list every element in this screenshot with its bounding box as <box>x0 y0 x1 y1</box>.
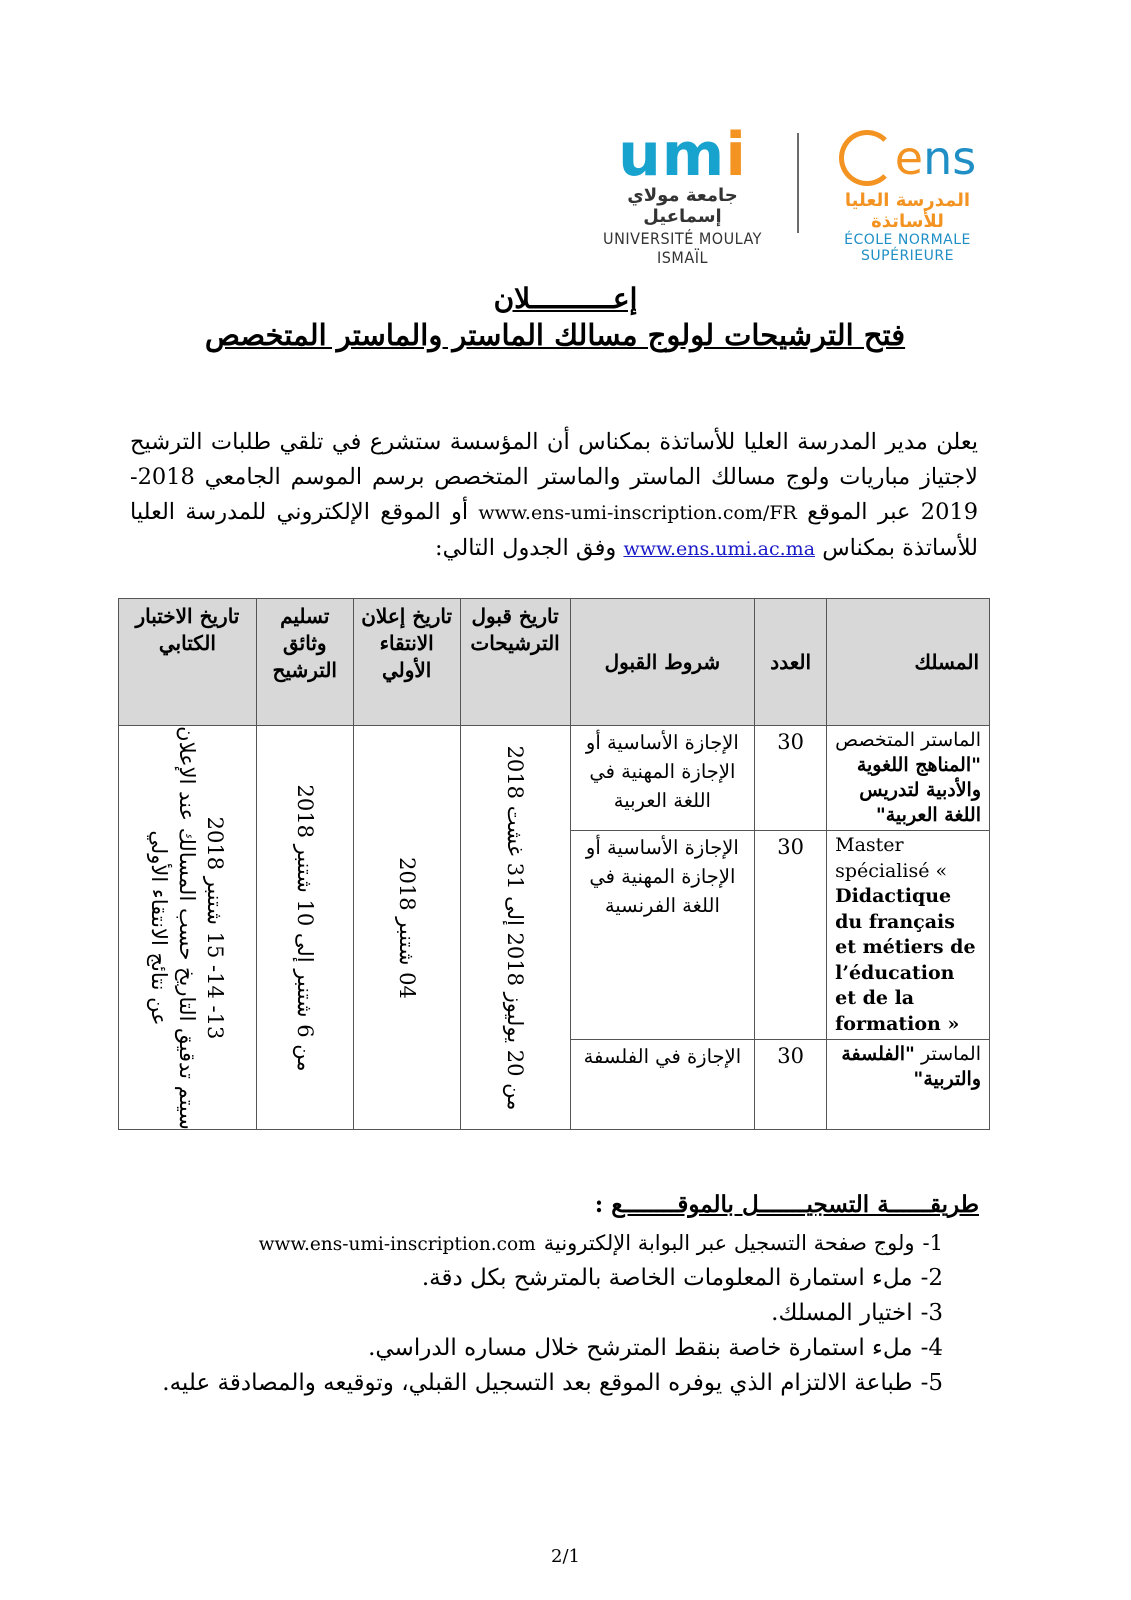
inscription-url: www.ens-umi-inscription.com/FR <box>478 502 797 524</box>
intro-text-2: أو الموقع الإلكتروني للمدرسة العليا للأساتذة بمكناس <box>130 499 978 561</box>
documents-cell <box>256 726 353 1130</box>
table-row <box>119 726 990 831</box>
umi-logo-mark: umi <box>618 120 747 190</box>
header-exam-date: تاريخ الاختبار الكتابي <box>119 599 257 726</box>
conditions-cell: الإجازة الأساسية أو الإجازة المهنية في اللغة العربية <box>570 726 755 831</box>
ens-logo-arabic: المدرسة العليا للأساتذة <box>844 189 971 232</box>
accept-period-cell <box>460 726 570 1130</box>
header-accept-date: تاريخ قبول الترشيحات <box>460 599 570 726</box>
exam-note-1: سيتم تدقيق التاريخ حسب المسالك عند الإعلان <box>175 725 200 1130</box>
header-track: المسلك <box>827 599 990 726</box>
page-number: 2/1 <box>551 1546 580 1567</box>
ens-logo-french: ÉCOLE NORMALE SUPÉRIEURE <box>844 231 971 264</box>
umi-logo-arabic: جامعة مولاي إسماعيل <box>627 185 738 227</box>
registration-title: طريقــــــة التسجيـــــــل بالموقــــــــع : <box>594 1191 979 1218</box>
exam-dates: 13- 14- 15 شتنبر 2018 <box>203 816 228 1039</box>
track-cell: Master spécialisé « Didactique du français et métiers de l’éducation et de la formation » <box>827 831 990 1040</box>
exam-text <box>145 726 229 1130</box>
table-header-row <box>119 599 990 726</box>
count-cell: 30 <box>755 1040 827 1130</box>
intro-paragraph <box>130 425 978 567</box>
exam-note-2: عن نتائج الانتقاء الأولي <box>147 829 172 1026</box>
announce-text: 04 شتنبر 2018 <box>394 856 419 999</box>
logo-divider <box>797 133 799 233</box>
ens-logo-mark: ens <box>810 128 1005 190</box>
list-item: -5طباعة الالتزام الذي يوفره الموقع بعد التسجيل القبلي، وتوقيعه والمصادقة عليه. <box>162 1370 943 1396</box>
header-documents: تسليم وثائق الترشيح <box>256 599 353 726</box>
list-item: -3اختيار المسلك. <box>771 1300 943 1326</box>
ens-logo <box>810 128 1005 264</box>
intro-text-1: يعلن مدير المدرسة العليا للأساتذة بمكناس أن المؤسسة ستشرع في تلقي طلبات الترشيح لاجتياز مباريات ولوج مسالك الماستر والماستر المتخصص برسم الموسم الجامعي 2018-2019 عبر الموقع <box>130 429 979 525</box>
announcement-subtitle: فتح الترشيحات لولوج مسالك الماستر والماستر المتخصص <box>204 318 906 352</box>
conditions-cell: الإجازة الأساسية أو الإجازة المهنية في اللغة الفرنسية <box>570 831 755 1040</box>
umi-logo <box>585 120 780 267</box>
count-cell: 30 <box>755 831 827 1040</box>
intro-text-3: وفق الجدول التالي: <box>435 535 617 561</box>
registration-steps <box>123 1226 943 1401</box>
header-logos <box>585 120 1005 267</box>
accept-period-text: من 20 يوليوز 2018 إلى 31 غشت 2018 <box>503 745 528 1110</box>
list-item: -2ملء استمارة المعلومات الخاصة بالمترشح بكل دقة. <box>421 1265 943 1291</box>
track-cell: الماستر "الفلسفة والتربية" <box>827 1040 990 1130</box>
announce-cell <box>353 726 460 1130</box>
header-count: العدد <box>755 599 827 726</box>
list-item: -4ملء استمارة خاصة بنقط المترشح خلال مساره الدراسي. <box>368 1335 943 1361</box>
conditions-cell: الإجازة في الفلسفة <box>570 1040 755 1130</box>
list-item: -1ولوج صفحة التسجيل عبر البوابة الإلكترونيةwww.ens-umi-inscription.com <box>258 1231 943 1255</box>
documents-text: من 6 شتنبر إلى 10 شتنبر 2018 <box>292 784 317 1071</box>
registration-url: www.ens-umi-inscription.com <box>258 1234 536 1255</box>
ens-website-link[interactable]: www.ens.umi.ac.ma <box>623 538 816 560</box>
count-cell: 30 <box>755 726 827 831</box>
programs-table <box>118 598 990 1130</box>
exam-cell <box>119 726 257 1130</box>
umi-logo-french: UNIVERSITÉ MOULAY ISMAÏL <box>603 229 762 267</box>
ens-logo-circle-icon <box>839 130 895 186</box>
header-conditions: شروط القبول <box>570 599 755 726</box>
header-announce-date: تاريخ إعلان الانتقاء الأولي <box>353 599 460 726</box>
announcement-title: إعــــــــــلان <box>493 282 638 315</box>
track-cell: الماستر المتخصص "المناهج اللغوية والأدبية لتدريس اللغة العربية" <box>827 726 990 831</box>
